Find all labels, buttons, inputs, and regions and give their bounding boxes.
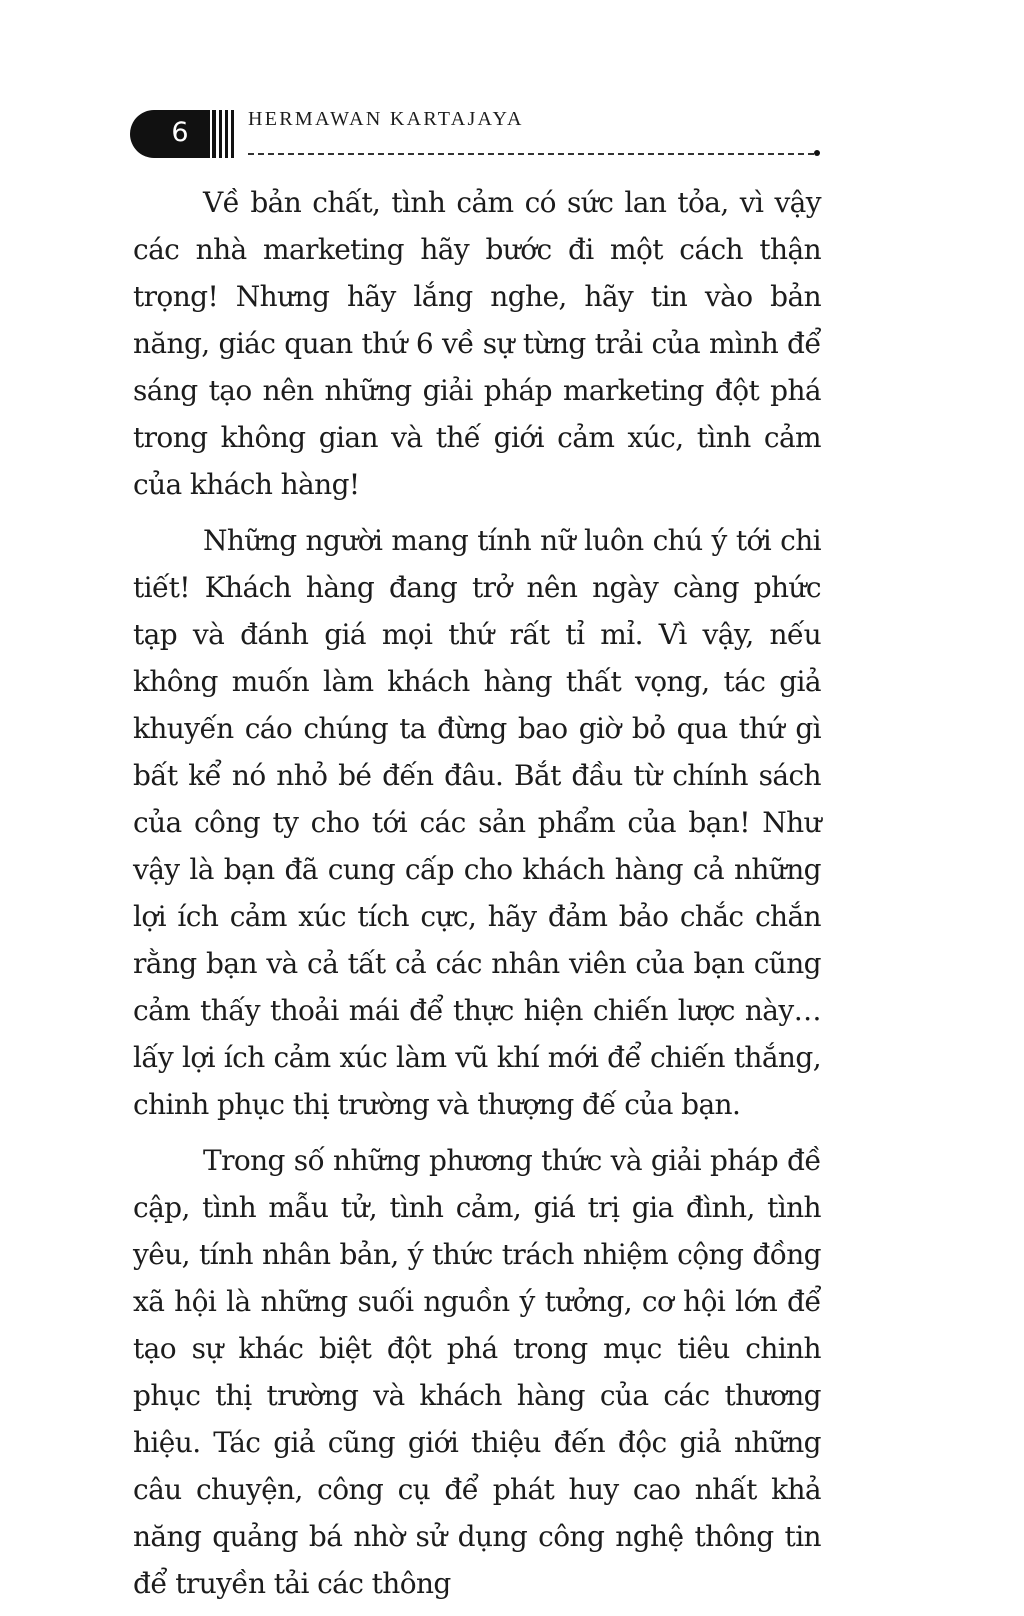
body-text — [133, 179, 821, 1616]
tab-bars-ornament — [210, 110, 236, 158]
page-number: 6 — [171, 117, 189, 148]
header-rule-dot — [814, 150, 820, 156]
paragraph-1: Về bản chất, tình cảm có sức lan tỏa, vì vậy các nhà marketing hãy bước đi một cách thận trọng! Nhưng hãy lắng nghe, hãy tin vào bản năng, giác quan thứ 6 về sự từng trải của mình để sáng tạo nên những giải pháp marketing đột phá trong không gian và thế giới cảm xúc, tình cảm của khách hàng! — [133, 186, 821, 501]
header-dashed-rule — [248, 153, 814, 155]
page-header — [0, 0, 1024, 170]
paragraph-3: Trong số những phương thức và giải pháp đề cập, tình mẫu tử, tình cảm, giá trị gia đình, tình yêu, tính nhân bản, ý thức trách nhiệm cộng đồng xã hội là những suối nguồn ý tưởng, cơ hội lớn để tạo sự khác biệt đột phá trong mục tiêu chinh phục thị trường và khách hàng của các thương hiệu. Tác giả cũng giới thiệu đến độc giả những câu chuyện, công cụ để phát huy cao nhất khả năng quảng bá nhờ sử dụng công nghệ thông tin để truyền tải các thông — [133, 1144, 821, 1600]
running-head-author: HERMAWAN KARTAJAYA — [248, 108, 524, 130]
paragraph-2: Những người mang tính nữ luôn chú ý tới chi tiết! Khách hàng đang trở nên ngày càng phức tạp và đánh giá mọi thứ rất tỉ mỉ. Vì vậy, nếu không muốn làm khách hàng thất vọng, tác giả khuyến cáo chúng ta đừng bao giờ bỏ qua thứ gì bất kể nó nhỏ bé đến đâu. Bắt đầu từ chính sách của công ty cho tới các sản phẩm của bạn! Như vậy là bạn đã cung cấp cho khách hàng cả những lợi ích cảm xúc tích cực, hãy đảm bảo chắc chắn rằng bạn và cả tất cả các nhân viên của bạn cũng cảm thấy thoải mái để thực hiện chiến lược này… lấy lợi ích cảm xúc làm vũ khí mới để chiến thắng, chinh phục thị trường và thượng đế của bạn. — [133, 524, 821, 1121]
